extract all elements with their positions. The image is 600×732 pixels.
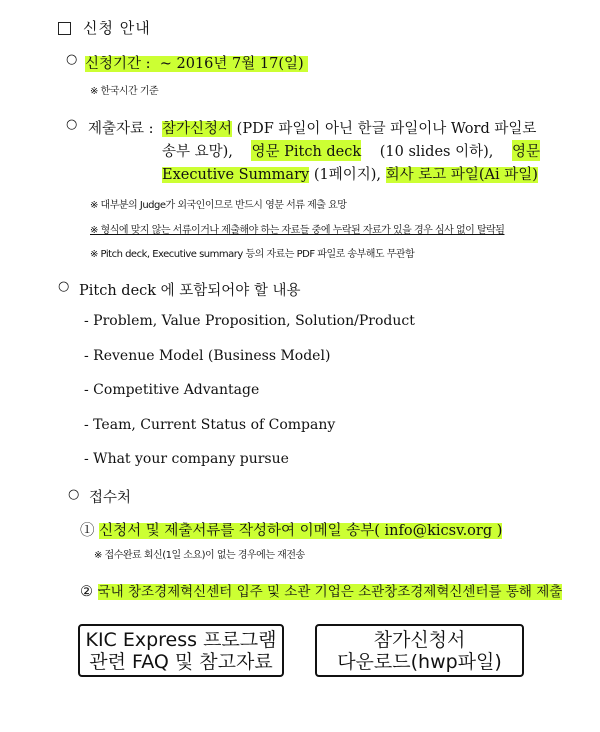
contact-item-2 [80,580,562,600]
circled-number-1: ① [80,523,95,539]
doc-executive-summary: Executive Summary [162,167,310,183]
pitch-item: - Competitive Advantage [84,382,260,398]
doc-application-form: 참가신청서 [162,121,233,137]
pitch-item: - Problem, Value Proposition, Solution/Product [84,313,415,329]
circle-bullet-icon: ○ [68,487,80,502]
pitch-item: - Revenue Model (Business Model) [84,348,331,364]
doc-logo-file: 회사 로고 파일(Ai 파일) [385,167,538,183]
submission-note-2: ※ 형식에 맞지 않는 서류이거나 제출해야 하는 자료들 중에 누락된 자료가 있을 경우 심사 없이 탈락됨 [90,225,505,236]
submission-note-3: ※ Pitch deck, Executive summary 등의 자료는 PDF 파일로 송부해도 무관함 [90,249,415,260]
circle-bullet-icon: ○ [58,279,70,294]
contact-center-instruction: 국내 창조경제혁신센터 입주 및 소관 기업은 소관창조경제혁신센터를 통해 제출 [97,584,563,600]
doc-pitch-deck: 영문 Pitch deck [251,140,361,161]
section-title: 신청 안내 [83,19,151,37]
download-application-button[interactable]: 참가신청서 다운로드(hwp파일) [315,624,524,677]
faq-reference-button[interactable]: KIC Express 프로그램 관련 FAQ 및 참고자료 [78,624,284,677]
circled-number-2: ② [80,584,93,600]
doc-english-label: 영문 [512,140,540,161]
circle-bullet-icon: ○ [66,52,78,67]
submission-line-1: 참가신청서 (PDF 파일이 아닌 한글 파일이나 Word 파일로 [162,121,537,137]
pitch-item: - What your company pursue [84,451,289,467]
pitch-item: - Team, Current Status of Company [84,417,336,433]
period-label: 신청기간 : [85,56,151,72]
submission-line-2: 송부 요망), 영문 Pitch deck (10 slides 이하), 영문 [162,140,540,161]
pitch-heading: Pitch deck 에 포함되어야 할 내용 [79,283,301,299]
square-bullet-icon [58,22,71,35]
submission-note-1: ※ 대부분의 Judge가 외국인이므로 반드시 영문 서류 제출 요망 [90,200,347,211]
contact-heading: 접수처 [89,490,132,506]
contact-email-instruction: 신청서 및 제출서류를 작성하여 이메일 송부( info@kicsv.org ) [99,523,503,539]
submission-line-3: Executive Summary (1페이지), 회사 로고 파일(Ai 파일) [162,167,538,183]
submission-label: 제출자료 : [88,121,154,137]
contact-item-1 [80,519,502,540]
contact-note: ※ 접수완료 회신(1일 소요)이 없는 경우에는 재전송 [94,550,305,561]
period-row [85,52,308,73]
circle-bullet-icon: ○ [66,117,78,132]
period-note: ※ 한국시간 기준 [90,86,159,97]
period-value: ~ 2016년 7월 17(일) [159,56,304,72]
